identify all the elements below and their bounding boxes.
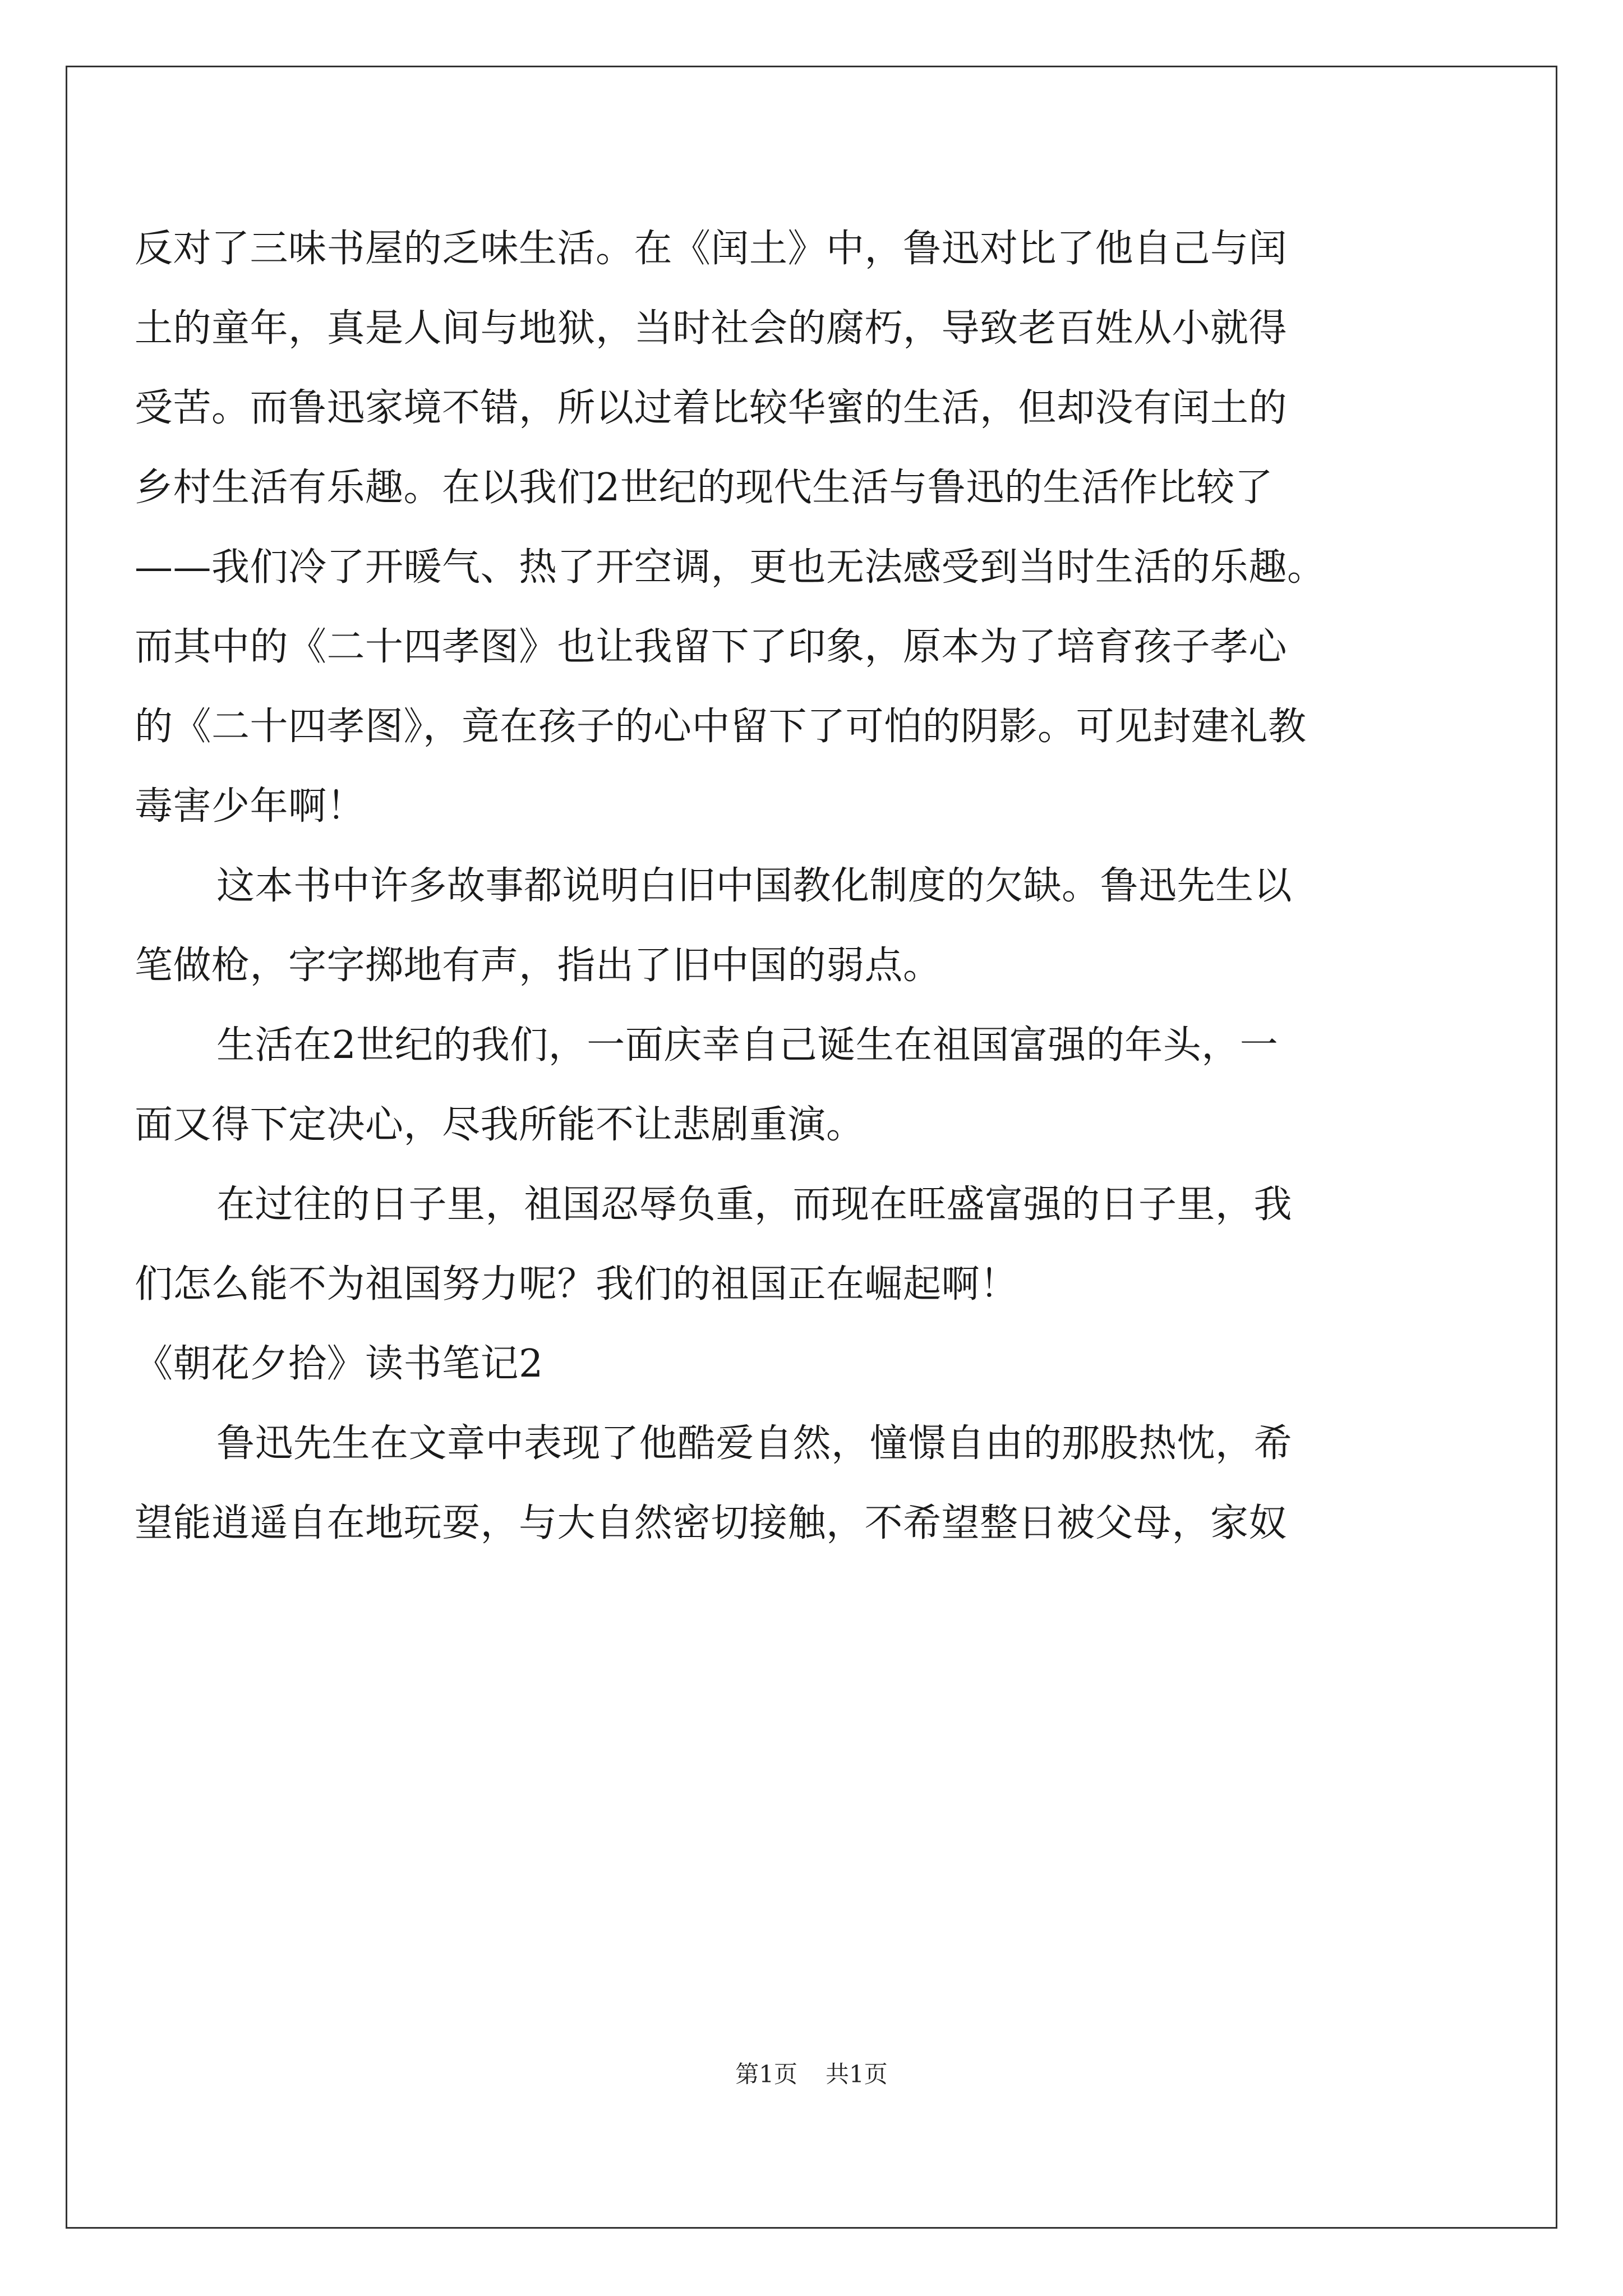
text-line: 而其中的《二十四孝图》也让我留下了印象，原本为了培育孩子孝心 <box>135 625 1288 669</box>
text-line: 土的童年，真是人间与地狱，当时社会的腐朽，导致老百姓从小就得 <box>135 306 1288 351</box>
text-line: 反对了三味书屋的乏味生活。在《闰土》中，鲁迅对比了他自己与闰 <box>135 227 1288 271</box>
text-line: 乡村生活有乐趣。在以我们2世纪的现代生活与鲁迅的生活作比较了 <box>135 466 1274 510</box>
text-line: 的《二十四孝图》，竟在孩子的心中留下了可怕的阴影。可见封建礼教 <box>135 705 1307 749</box>
text-line: 望能逍遥自在地玩耍，与大自然密切接触，不希望整日被父母，家奴 <box>135 1501 1288 1545</box>
paragraph-first-line: 鲁迅先生在文章中表现了他酷爱自然，憧憬自由的那股热忱，希 <box>216 1421 1293 1466</box>
page-number: 第1页 <box>735 2060 797 2088</box>
text-line: 受苦。而鲁迅家境不错，所以过着比较华蜜的生活，但却没有闰土的 <box>135 386 1288 430</box>
text-line: 面又得下定决心，尽我所能不让悲剧重演。 <box>135 1103 865 1147</box>
paragraph-first-line: 这本书中许多故事都说明白旧中国教化制度的欠缺。鲁迅先生以 <box>216 864 1293 908</box>
page-footer <box>0 2059 1623 2090</box>
paragraph-first-line: 生活在2世纪的我们，一面庆幸自己诞生在祖国富强的年头，一 <box>216 1023 1279 1068</box>
text-line: 毒害少年啊！ <box>135 784 366 829</box>
page-total: 共1页 <box>826 2060 888 2088</box>
section-heading: 《朝花夕拾》读书笔记2 <box>135 1342 543 1386</box>
paragraph-first-line: 在过往的日子里，祖国忍辱负重，而现在旺盛富强的日子里，我 <box>216 1182 1293 1227</box>
text-line: 们怎么能不为祖国努力呢？我们的祖国正在崛起啊！ <box>135 1262 1018 1306</box>
text-line: 笔做枪，字字掷地有声，指出了旧中国的弱点。 <box>135 944 942 988</box>
text-line: ——我们冷了开暖气、热了开空调，更也无法感受到当时生活的乐趣。 <box>135 545 1326 590</box>
